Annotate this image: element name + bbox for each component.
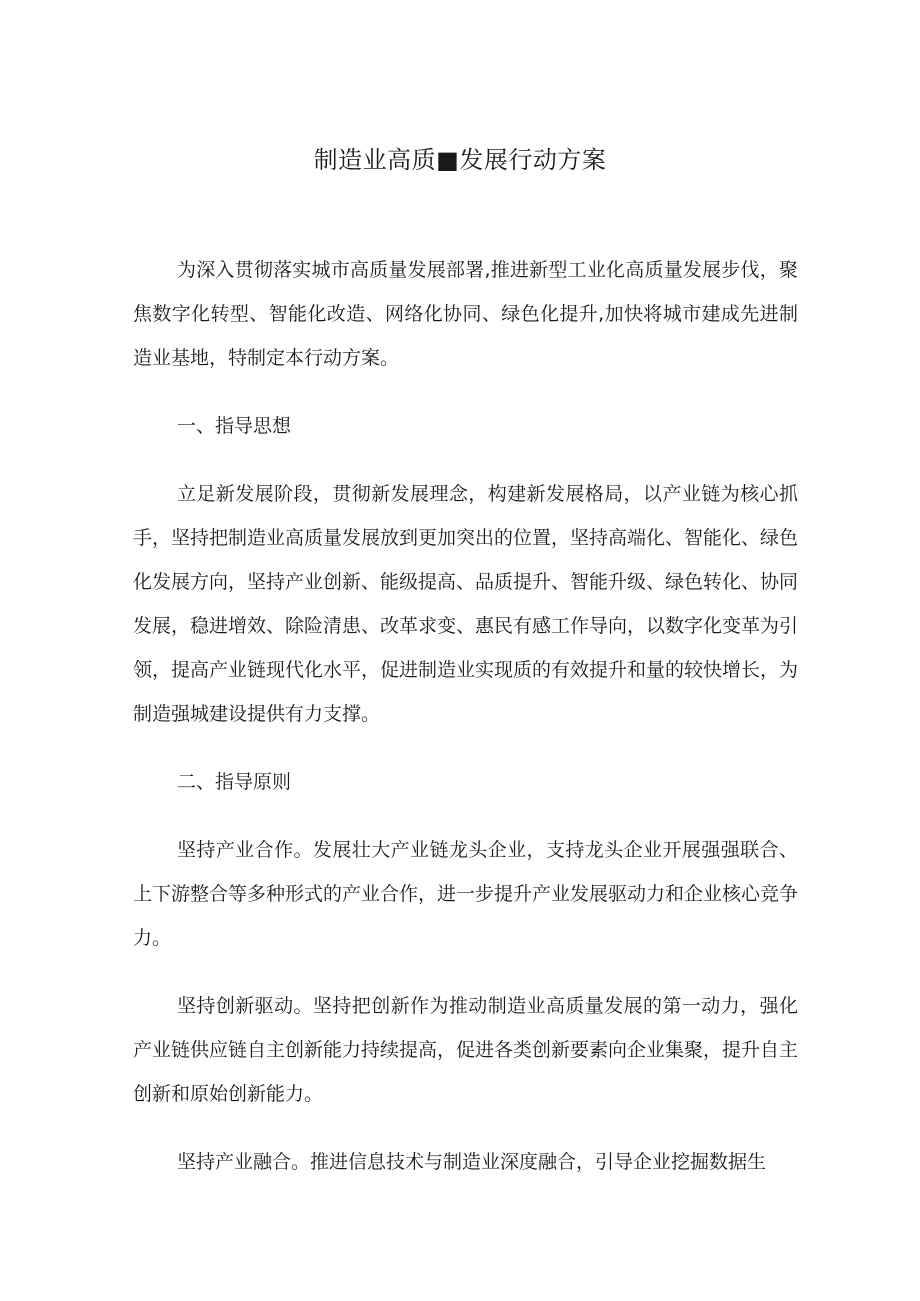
section-heading-guiding-ideology: 一、指导思想 [177, 415, 292, 437]
intro-paragraph: 为深入贯彻落实城市高质量发展部署,推进新型工业化高质量发展步伐，聚焦数字化转型、智能化改造、网络化协同、绿色化提升,加快将城市建成先进制造业基地，特制定本行动方案。 [133, 259, 798, 369]
document-body [133, 248, 798, 1208]
principle-industry-integration-paragraph: 坚持产业融合。推进信息技术与制造业深度融合，引导企业挖掘数据生 [177, 1151, 767, 1173]
principle-innovation-driven-paragraph: 坚持创新驱动。坚持把创新作为推动制造业高质量发展的第一动力，强化产业链供应链自主创新能力持续提高，促进各类创新要素向企业集聚，提升自主创新和原始创新能力。 [133, 995, 799, 1105]
guiding-ideology-paragraph: 立足新发展阶段，贯彻新发展理念，构建新发展格局，以产业链为核心抓手，坚持把制造业高质量发展放到更加突出的位置，坚持高端化、智能化、绿色化发展方向，坚持产业创新、能级提高、品质提升、智能升级、绿色转化、协同发展，稳进增效、除险清患、改革求变、惠民有感工作导向，以数字化变革为引领，提高产业链现代化水平，促进制造业实现质的有效提升和量的较快增长，为制造强城建设提供有力支撑。 [133, 483, 799, 725]
principle-industry-cooperation-paragraph: 坚持产业合作。发展壮大产业链龙头企业，支持龙头企业开展强强联合、上下游整合等多种形式的产业合作，进一步提升产业发展驱动力和企业核心竞争力。 [133, 839, 799, 949]
document-title: 制造业高质■发展行动方案 [313, 146, 607, 174]
section-heading-guiding-principles: 二、指导原则 [177, 771, 292, 793]
